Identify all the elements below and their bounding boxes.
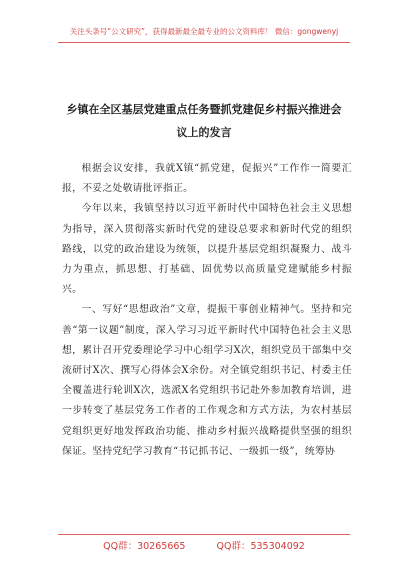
document-body bbox=[62, 159, 352, 462]
paragraph-section-one: 一、写好“思想政治”文章，提振干事创业精神气。坚持和完善“第一议题”制度，深入学习习近平新时代中国特色社会主义思想，累计召开党委理论学习中心组学习X次，组织党员干部集中交流研讨X次、撰写心得体会X余份。对全镇党组织书记、村委主任全覆盖进行轮训X次，选派X名党组织书记赴外参加教育培训，进一步转变了基层党务工作者的工作观念和方式方法，为农村基层党组织更好地发挥政治功能、推动乡村振兴战略提供坚强的组织保证。坚持党纪学习教育“书记抓书记、一级抓一级”，统筹协 bbox=[62, 304, 352, 457]
document-title-line2: 议上的发言 bbox=[176, 126, 232, 139]
header-note: 关注头条号“公文研究”，获得最新最全最专业的公文资料库！ 微信：gongwenyj bbox=[69, 27, 339, 36]
footer-contacts bbox=[0, 538, 408, 552]
paragraph-overview: 今年以来，我镇坚持以习近平新时代中国特色社会主义思想为指导，深入贯彻落实新时代党的建设总要求和新时代党的组织路线，以党的政治建设为统领，以提升基层党组织凝聚力、战斗力为重点，抓思想、打基础、固优势以高质量党建赋能乡村振兴。 bbox=[62, 203, 352, 296]
footer-qq-group-1: QQ群：30265665 bbox=[103, 541, 186, 552]
header-divider bbox=[58, 42, 350, 43]
paragraph-intro: 根据会议安排，我就X镇“抓党建，促振兴”工作作一简要汇报，不妥之处敬请批评指正。 bbox=[62, 163, 352, 195]
document-title-line1: 乡镇在全区基层党建重点任务暨抓党建促乡村振兴推进会 bbox=[66, 103, 342, 116]
footer-qq-group-2: QQ群：535304092 bbox=[216, 541, 305, 552]
footer-divider bbox=[58, 534, 350, 535]
